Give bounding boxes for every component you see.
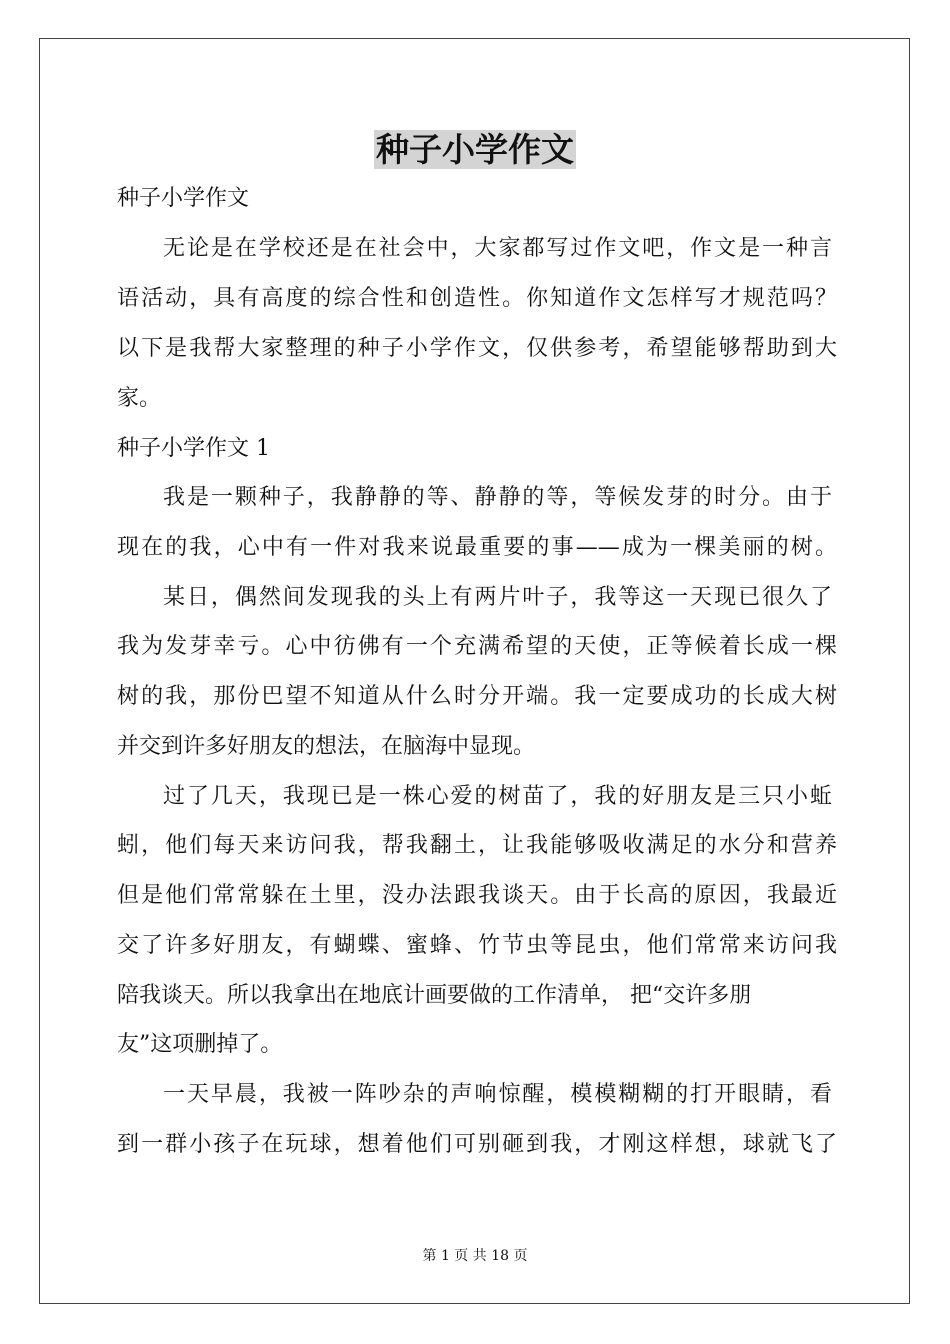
paragraph-line: 某日，偶然间发现我的头上有两片叶子，我等这一天现已很久了 — [163, 585, 832, 610]
paragraph-line: 蚓，他们每天来访问我，帮我翻土，让我能够吸收满足的水分和营养 — [117, 833, 837, 858]
paragraph-line: 我为发芽幸亏。心中彷佛有一个充满希望的天使，正等候着长成一棵 — [117, 634, 837, 659]
paragraph-line: 到一群小孩子在玩球，想着他们可别砸到我，才刚这样想，球就飞了 — [117, 1132, 837, 1157]
paragraph-line: 树的我，那份巴望不知道从什么时分开端。我一定要成功的长成大树 — [117, 684, 837, 709]
paragraph-line: 交了许多好朋友，有蝴蝶、蜜蜂、竹节虫等昆虫，他们常常来访问我 — [117, 933, 837, 958]
paragraph-line: 我是一颗种子，我静静的等、静静的等，等候发芽的时分。由于 — [163, 485, 832, 510]
paragraph-line: 过了几天，我现已是一株心爱的树苗了，我的好朋友是三只小蚯 — [163, 784, 832, 809]
intro-line: 家。 — [117, 386, 162, 411]
paragraph-line: 一天早晨，我被一阵吵杂的声响惊醒，模模糊糊的打开眼睛，看 — [163, 1082, 832, 1107]
document-title: 种子小学作文 — [376, 130, 574, 169]
document-subtitle: 种子小学作文 — [117, 186, 250, 211]
page-number-footer: 第 1 页 共 18 页 — [422, 1248, 528, 1264]
paragraph-line: 但是他们常常躲在土里，没办法跟我谈天。由于长高的原因，我最近 — [117, 883, 837, 908]
section-heading: 种子小学作文 1 — [117, 436, 270, 461]
intro-line: 语活动，具有高度的综合性和创造性。你知道作文怎样写才规范吗？ — [117, 286, 837, 311]
paragraph-line: 现在的我，心中有一件对我来说最重要的事——成为一棵美丽的树。 — [117, 535, 837, 560]
paragraph-line: 友”这项删掉了。 — [117, 1032, 283, 1057]
paragraph-line: 并交到许多好朋友的想法，在脑海中显现。 — [117, 734, 536, 759]
page-border — [39, 38, 910, 1304]
intro-line: 以下是我帮大家整理的种子小学作文，仅供参考，希望能够帮助到大 — [117, 336, 837, 361]
intro-line: 无论是在学校还是在社会中，大家都写过作文吧，作文是一种言 — [163, 236, 832, 261]
paragraph-line: 陪我谈天。所以我拿出在地底计画要做的工作清单， 把“交许多朋 — [117, 983, 752, 1008]
